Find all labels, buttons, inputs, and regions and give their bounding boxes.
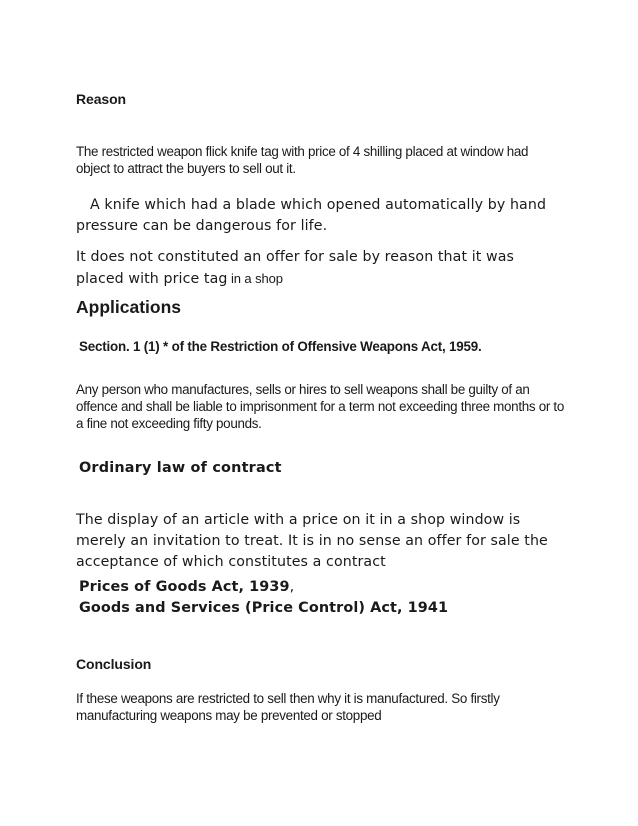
offer-paragraph — [76, 247, 546, 290]
offence-paragraph: Any person who manufactures, sells or hires to sell weapons shall be guilty of an offence and shall be liable to imprisonment for a term not exceeding three months or to a fine not exceeding fifty pounds. — [76, 382, 564, 431]
offer-text-tail: in a shop — [227, 271, 283, 286]
display-paragraph: The display of an article with a price on it in a shop window is merely an invitation to treat. It is in no sense an offer for sale the acceptance of which constitutes a contract — [76, 512, 548, 570]
act-separator: , — [289, 579, 295, 595]
ordinary-law-heading: Ordinary law of contract — [79, 460, 282, 476]
act-prices-of-goods: Prices of Goods Act, 1939 — [79, 579, 290, 595]
offer-text-main: It does not constituted an offer for sale by reason that it was placed with price tag — [76, 249, 515, 287]
act-goods-and-services: Goods and Services (Price Control) Act, 1941 — [79, 600, 449, 616]
knife-paragraph: A knife which had a blade which opened automatically by hand pressure can be dangerous for life. — [76, 197, 547, 234]
acts-list — [79, 577, 579, 619]
conclusion-paragraph: If these weapons are restricted to sell then why it is manufactured. So firstly manufacturing weapons may be prevented or stopped — [76, 691, 500, 723]
section-reference: Section. 1 (1) * of the Restriction of Offensive Weapons Act, 1959. — [79, 339, 482, 354]
reason-heading: Reason — [76, 91, 126, 107]
applications-heading: Applications — [76, 297, 182, 317]
reason-paragraph: The restricted weapon flick knife tag with price of 4 shilling placed at window had object to attract the buyers to sell out it. — [76, 144, 529, 176]
conclusion-heading: Conclusion — [76, 656, 152, 672]
